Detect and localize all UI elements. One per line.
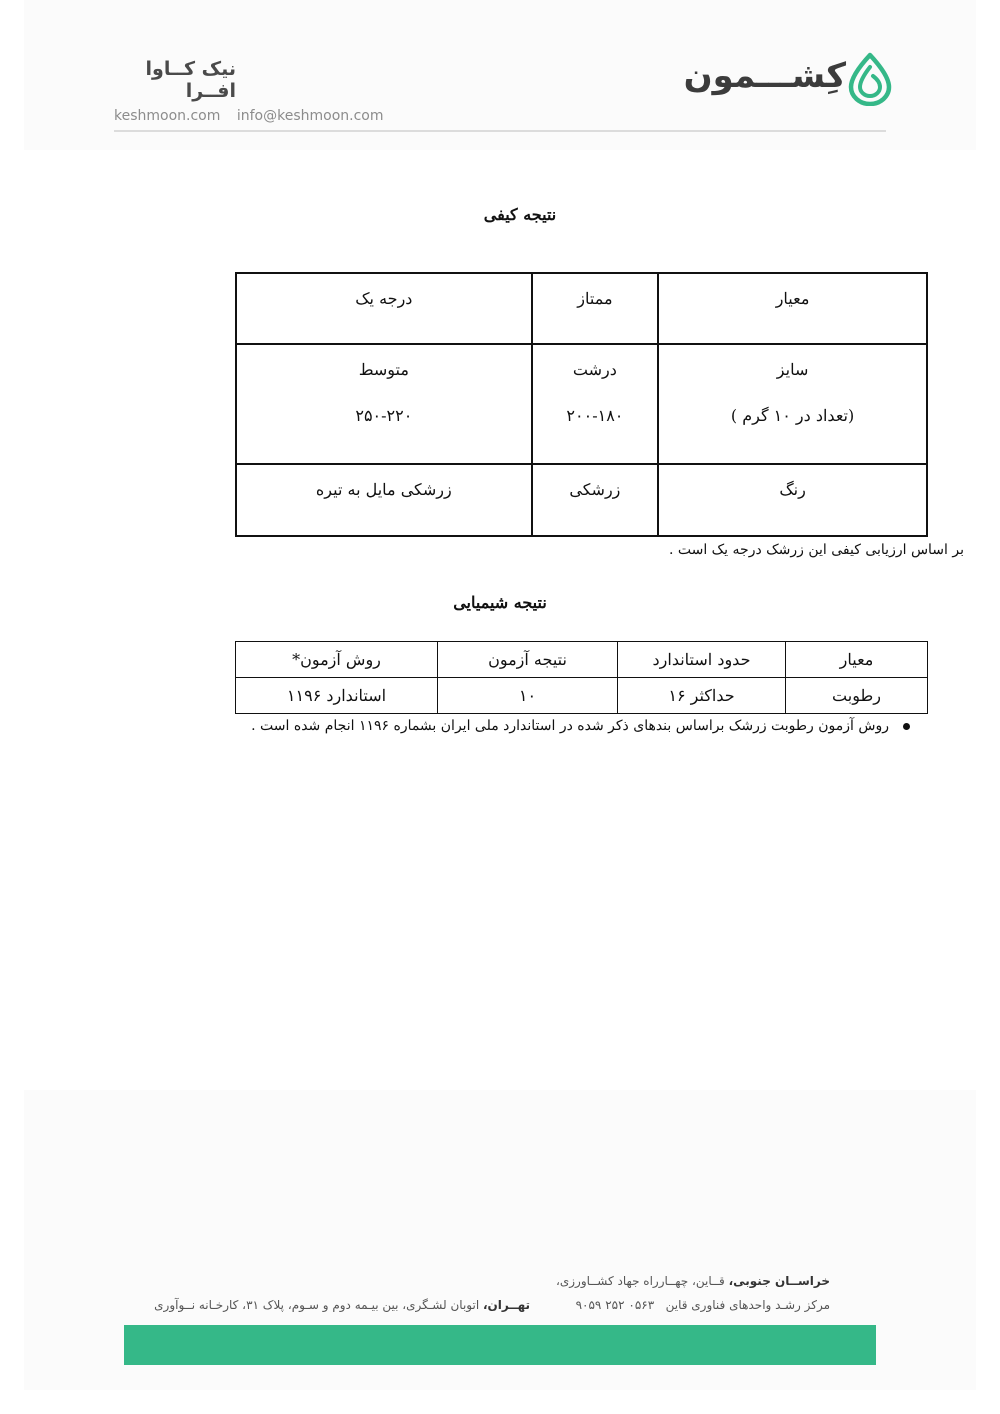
footer-tehran-detail: اتوبان لشـگری، بین بیـمه دوم و سـوم، پلاک ۳۱، کارخـانه نــوآوری bbox=[154, 1298, 483, 1312]
size-label: سایز bbox=[776, 360, 809, 379]
chem-header-method: روش آزمون* bbox=[236, 642, 438, 678]
footer-center: مرکز رشـد واحدهای فناوری قاین bbox=[665, 1298, 830, 1312]
logo-wordmark: کِشـــمون bbox=[683, 56, 846, 96]
header-criterion: معیار bbox=[658, 273, 927, 344]
size-grade-one-cell bbox=[236, 344, 532, 464]
company-name: نیک کــاوا افــرا bbox=[145, 58, 236, 102]
chem-header-criterion: معیار bbox=[786, 642, 928, 678]
chem-standard: حداکثر ۱۶ bbox=[618, 678, 786, 714]
chem-header-result: نتیجه آزمون bbox=[438, 642, 618, 678]
quality-title: نتیجه کیفی bbox=[483, 205, 557, 224]
footer-tehran: تهــران، bbox=[482, 1298, 530, 1312]
size-grade-one-range: ۲۵۰-۲۲۰ bbox=[355, 406, 413, 425]
website-link[interactable]: keshmoon.com bbox=[114, 108, 221, 124]
footer-region: خراســان جنوبی، bbox=[728, 1274, 830, 1288]
color-excellent: زرشکی bbox=[532, 464, 658, 536]
table-header-row bbox=[236, 273, 927, 344]
email-link[interactable]: info@keshmoon.com bbox=[236, 108, 384, 124]
chem-criterion: رطوبت bbox=[786, 678, 928, 714]
footer-accent-bar bbox=[124, 1325, 876, 1365]
leaf-drop-icon bbox=[846, 52, 894, 106]
size-excellent-range: ۲۰۰-۱۸۰ bbox=[566, 406, 624, 425]
footer-phone[interactable]: ۰۵۶۳ ۲۵۲ ۹۰۵۹ bbox=[575, 1298, 655, 1312]
chem-method: استاندارد ۱۱۹۶ bbox=[236, 678, 438, 714]
chemical-note-text: روش آزمون رطوبت زرشک براساس بندهای ذکر شده در استاندارد ملی ایران بشماره ۱۱۹۶ انجام شده است . bbox=[251, 718, 889, 734]
chem-result: ۱۰ bbox=[438, 678, 618, 714]
header-excellent: ممتاز bbox=[532, 273, 658, 344]
header-grade-one: درجه یک bbox=[236, 273, 532, 344]
brand-logo bbox=[683, 48, 896, 108]
footer-tehran-address bbox=[150, 1298, 530, 1312]
color-label: رنگ bbox=[658, 464, 927, 536]
chemical-title: نتیجه شیمیایی bbox=[453, 593, 547, 612]
size-excellent: درشت bbox=[572, 360, 617, 379]
size-cell bbox=[658, 344, 927, 464]
table-header-row bbox=[236, 642, 928, 678]
company-info bbox=[114, 58, 414, 124]
footer-address-line2 bbox=[540, 1298, 830, 1312]
color-grade-one: زرشکی مایل به تیره bbox=[236, 464, 532, 536]
table-row bbox=[236, 344, 927, 464]
table-row bbox=[236, 464, 927, 536]
chemical-note bbox=[230, 718, 910, 734]
footer-region-detail: قــاین، چهــارراه جهاد کشــاورزی، bbox=[555, 1274, 729, 1288]
footer-address-line1 bbox=[540, 1274, 830, 1288]
company-contact bbox=[114, 108, 414, 124]
size-unit: (تعداد در ۱۰ گرم ) bbox=[730, 406, 855, 425]
header-divider bbox=[114, 130, 886, 132]
chem-header-standard: حدود استاندارد bbox=[618, 642, 786, 678]
size-excellent-cell bbox=[532, 344, 658, 464]
chemical-table bbox=[235, 641, 928, 714]
bullet-icon bbox=[903, 723, 910, 730]
quality-note: بر اساس ارزیابی کیفی این زرشک درجه یک است . bbox=[668, 542, 964, 558]
quality-table bbox=[235, 272, 928, 537]
size-grade-one: متوسط bbox=[358, 360, 409, 379]
table-row bbox=[236, 678, 928, 714]
